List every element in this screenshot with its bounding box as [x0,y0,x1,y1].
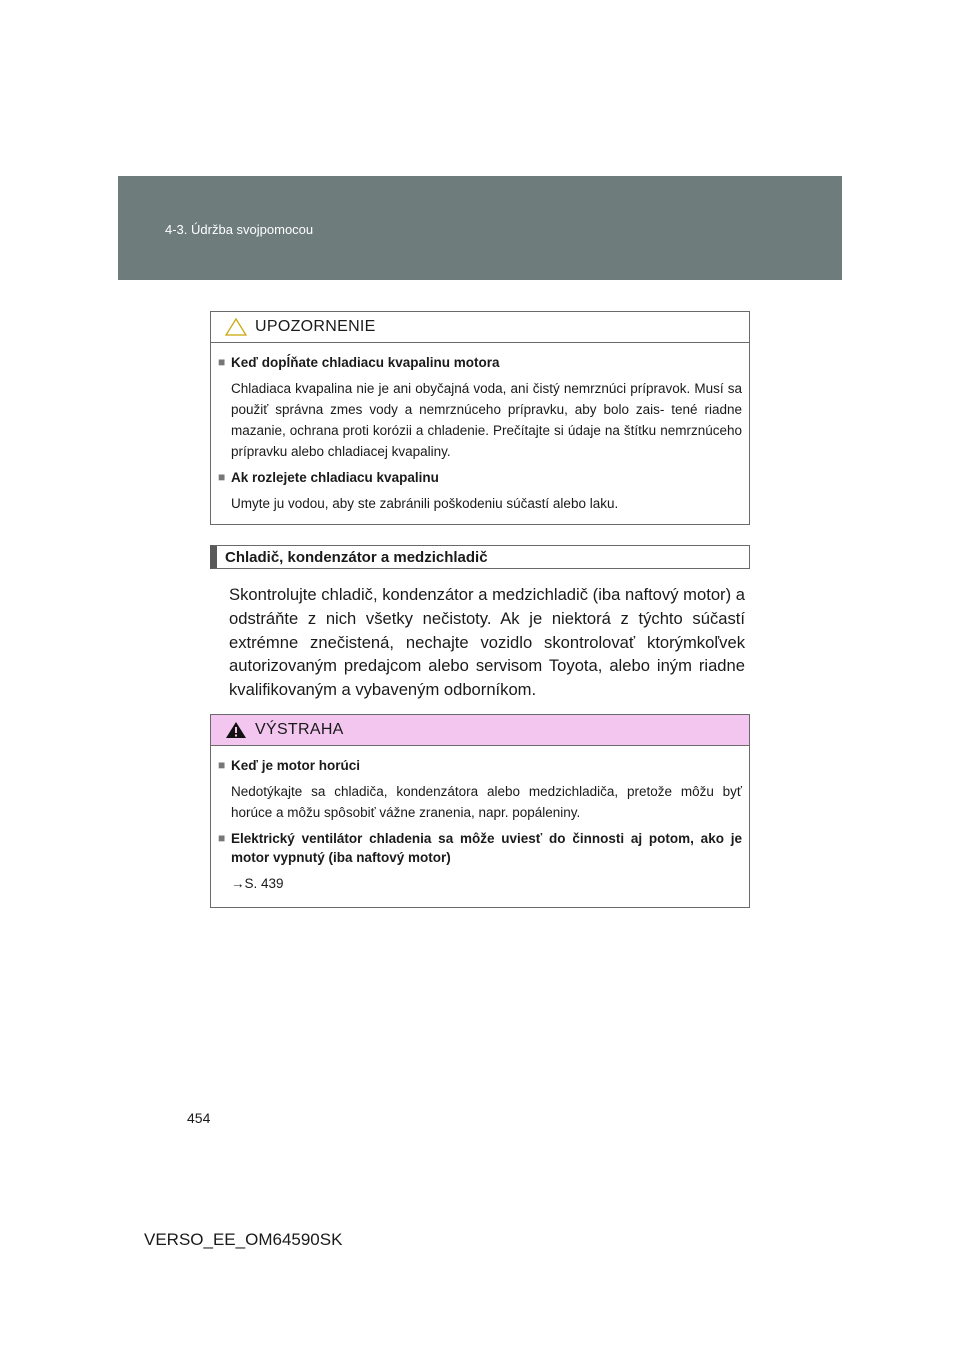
caution-box [210,311,750,525]
warning-box [210,714,750,908]
square-bullet-icon: ■ [218,470,226,484]
warning-triangle-icon [225,721,247,739]
page-number: 454 [187,1110,211,1126]
caution-content [211,343,749,528]
header-band [118,176,842,280]
section-heading: Chladič, kondenzátor a medzichladič [210,545,750,569]
square-bullet-icon: ■ [218,355,226,369]
square-bullet-icon: ■ [218,831,226,845]
caution-item-heading: ■ Keď dopĺňate chladiacu kvapalinu motora [218,355,500,370]
caution-item-text: Chladiaca kvapalina nie je ani obyčajná voda, ani čistý nemrznúci prípravok. Musí sa použiť správna zmes vody a nemrznúceho prípravku, aby bolo zais- tené riadne mazanie, ochrana proti korózii a chladenie. Prečítajte si údaje na štítku nemrznúceho prípravku alebo chladiacej kvapaliny. [231,381,742,459]
warning-content [211,746,749,908]
page-reference-link[interactable]: →S. 439 [231,876,284,891]
caution-item-heading: ■ Ak rozlejete chladiacu kvapalinu [218,470,439,485]
caution-triangle-icon [225,318,247,336]
caution-item-text: Umyte ju vodou, aby ste zabránili poškodeniu súčastí alebo laku. [231,496,619,511]
warning-title-bar [211,715,749,746]
warning-item-heading: ■ Elektrický ventilátor chladenia sa môže uviesť do činnosti aj potom, ako je motor vypnutý (iba naftový motor) [218,831,742,865]
warning-title: VÝSTRAHA [255,721,344,738]
warning-item-text: Nedotýkajte sa chladiča, kondenzátora alebo medzichladiča, pretože môžu byť horúce a môžu spôsobiť vážne zranenia, napr. popáleniny. [231,784,742,820]
warning-item-heading: ■ Keď je motor horúci [218,758,360,773]
section-body-text: Skontrolujte chladič, kondenzátor a medzichladič (iba naftový motor) a odstráňte z nich všetky nečistoty. Ak je niektorá z týchto súčastí extrémne znečistená, nechajte vozidlo skontrolovať ktorýmkoľvek autorizovaným predajcom alebo servisom Toyota, alebo iným riadne kvalifikovaným a vybaveným odborníkom. [229,585,745,700]
caution-title: UPOZORNENIE [255,318,376,335]
square-bullet-icon: ■ [218,758,226,772]
footer-document-code: VERSO_EE_OM64590SK [144,1230,343,1249]
chapter-section-title: 4-3. Údržba svojpomocou [165,222,314,237]
caution-title-bar [211,312,749,343]
